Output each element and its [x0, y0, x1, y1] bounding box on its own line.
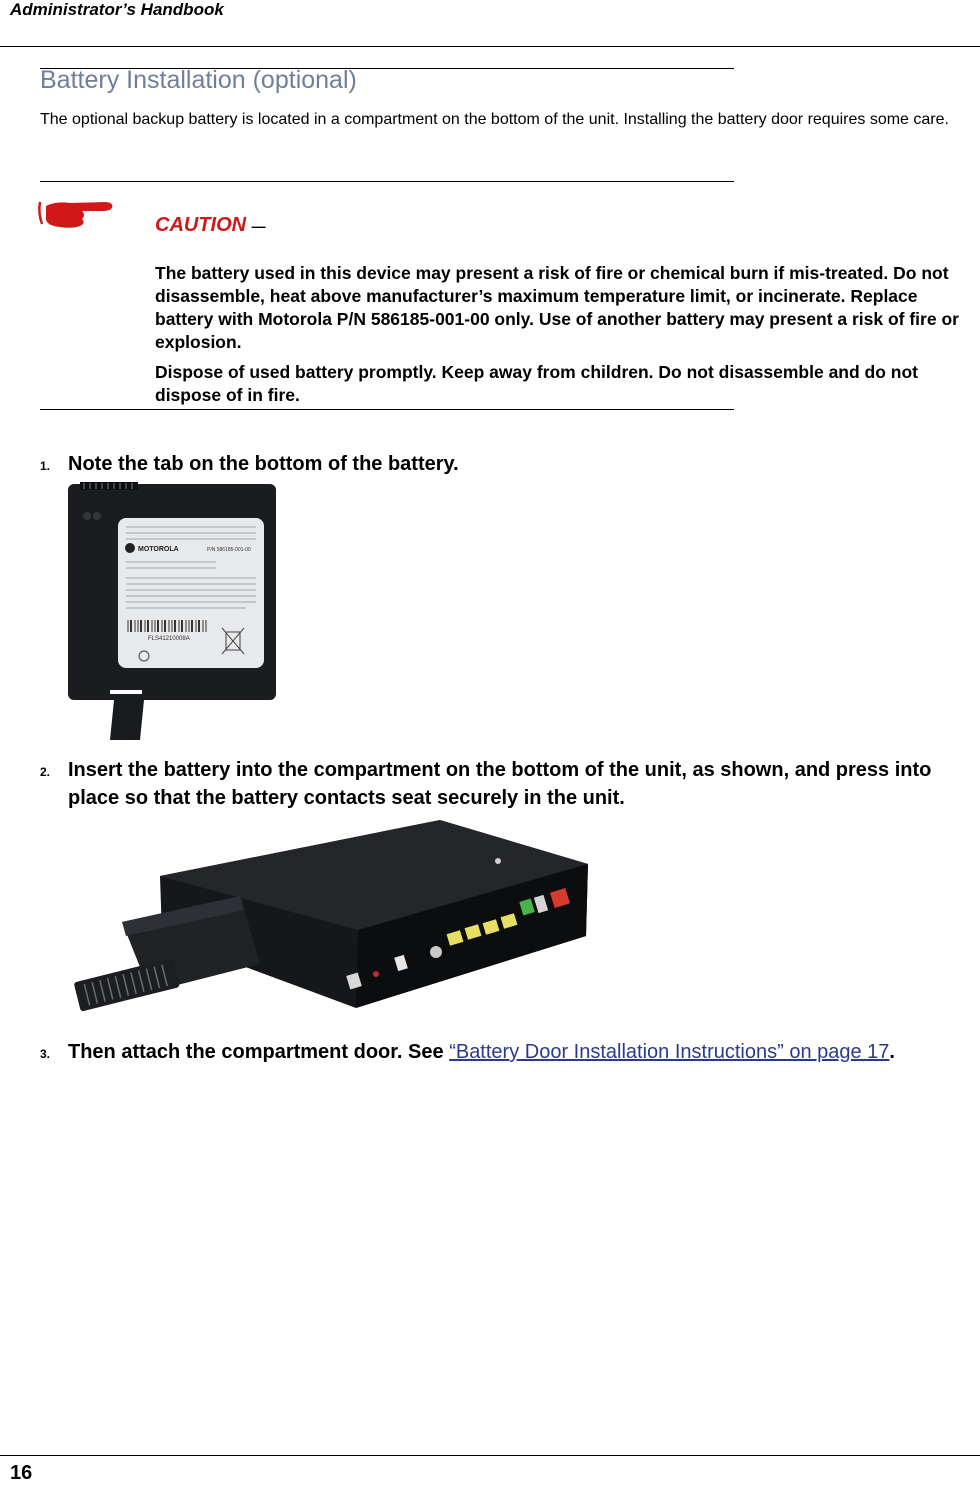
caution-label	[155, 214, 266, 237]
modem-photo	[66, 814, 592, 1024]
caution-label-text: CAUTION	[155, 214, 247, 236]
pointing-hand-icon	[36, 196, 116, 230]
battery-label-brand: MOTOROLA	[138, 546, 179, 553]
footer-rule	[0, 1455, 980, 1456]
coax-port	[430, 946, 442, 958]
step-3-text	[68, 1038, 938, 1066]
att-logo-icon	[495, 858, 501, 864]
caution-bottom-rule	[40, 409, 734, 410]
caution-dash: —	[251, 218, 266, 234]
battery-label-part: P/N 586185-001-00	[207, 547, 251, 553]
step-1-text: Note the tab on the bottom of the battery.	[68, 453, 459, 475]
battery-tab-stripe	[110, 690, 142, 694]
reset-button	[373, 971, 379, 977]
section-title: Battery Installation (optional)	[40, 66, 357, 94]
step-3-text-before: Then attach the compartment door. See	[68, 1041, 450, 1063]
step-2-number: 2.	[40, 765, 51, 779]
step-3-number: 3.	[40, 1047, 51, 1061]
caution-paragraph-2: Dispose of used battery promptly. Keep away from children. Do not disassemble and do not dispose of in fire.	[155, 362, 919, 405]
step-3-text-after: .	[889, 1041, 895, 1063]
step-1-number: 1.	[40, 459, 51, 473]
step-2-text: Insert the battery into the compartment on the bottom of the unit, as shown, and press into place so that the battery contacts seat securely in the unit.	[68, 759, 932, 809]
battery-label-serial: FLS41210008A	[148, 636, 190, 642]
caution-paragraph-1: The battery used in this device may present a risk of fire or chemical burn if mis-treated. Do not disassemble, heat above manufacturer’s maximum temperature limit, or incinerate. Replace battery with Motorola P/N 586185-001-00 only. Use of another battery may present a risk of fire or explosion.	[155, 263, 959, 352]
running-header: Administrator’s Handbook	[10, 0, 224, 19]
page-number: 16	[10, 1462, 33, 1484]
motorola-logo-icon	[125, 543, 135, 553]
battery-tab	[110, 700, 144, 740]
battery-door	[74, 958, 180, 1012]
intro-paragraph: The optional backup battery is located in a compartment on the bottom of the unit. Installing the battery door requires some care.	[40, 111, 949, 128]
cross-reference-link[interactable]: “Battery Door Installation Instructions” on page 17	[449, 1041, 890, 1063]
header-rule	[0, 46, 980, 47]
battery-label	[118, 518, 264, 668]
battery-photo	[66, 482, 280, 740]
caution-top-rule	[40, 181, 734, 182]
battery-connector	[80, 482, 138, 490]
